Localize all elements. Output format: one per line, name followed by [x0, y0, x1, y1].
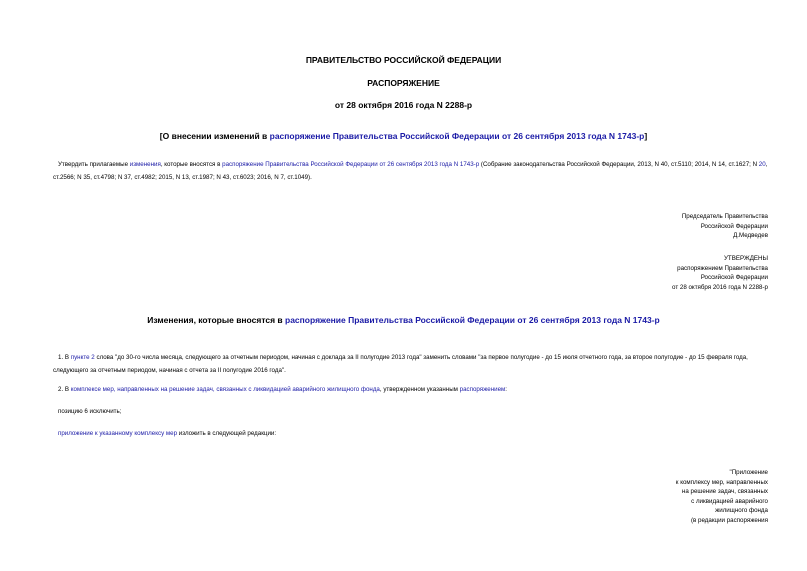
- signature-line: Д.Медведев: [733, 232, 768, 240]
- intro-text: , которые вносятся в: [160, 161, 223, 168]
- approval-block: [672, 254, 768, 292]
- appendix-line: с ликвидацией аварийного: [691, 497, 768, 505]
- intro-paragraph: [53, 158, 769, 184]
- approval-line: УТВЕРЖДЕНЫ: [724, 255, 768, 262]
- item-2a-paragraph: позицию 6 исключить;: [58, 408, 122, 415]
- order-link[interactable]: распоряжение Правительства Российской Федерации от 26 сентября 2013 года N 1743-р: [222, 161, 480, 168]
- appendix-line: к комплексу мер, направленных: [675, 478, 768, 486]
- changes-title-prefix: Изменения, которые вносятся в: [147, 315, 286, 325]
- item-text: 2. В: [58, 386, 71, 393]
- signature-line: Российской Федерации: [700, 222, 768, 230]
- intro-text: , ст.2566; N 35, ст.4798; N 37, ст.4982; 2015, N 13, ст.1987; N 43, ст.6023; 2016, N 7, ст.1049).: [53, 161, 768, 181]
- signature-line: Председатель Правительства: [681, 213, 768, 220]
- item-text: :: [505, 386, 507, 393]
- appendix-line: "Приложение: [729, 469, 768, 476]
- document-title: [0, 131, 807, 141]
- measures-link[interactable]: комплексе мер, направленных на решение задач, связанных с ликвидацией аварийного жилищного фонда: [70, 386, 380, 393]
- changes-title: [0, 315, 807, 325]
- item-2b-paragraph: [53, 427, 769, 440]
- item-text: 1. В: [58, 354, 71, 361]
- title-prefix: [О внесении изменений в: [159, 131, 270, 141]
- date-number-heading: от 28 октября 2016 года N 2288-р: [334, 100, 473, 110]
- signature-block: [682, 212, 768, 241]
- intro-text: Утвердить прилагаемые: [58, 161, 130, 168]
- item-1-paragraph: [53, 351, 769, 377]
- changes-link[interactable]: изменения: [129, 161, 161, 168]
- intro-text: (Собрание законодательства Российской Федерации, 2013, N 40, ст.5110; 2014, N 14, ст.1627; N: [479, 161, 759, 168]
- approval-line: распоряжением Правительства: [677, 264, 768, 272]
- appendix-line: жилищного фонда: [715, 507, 768, 515]
- item-text: слова "до 30-го числа месяца, следующего за отчетным периодом, начиная с доклада за II полугодие 2013 года" заменить словами "за первое полугодие - до 15 июля отчетного года, за второе полугодие - до 15 февраля года, следующего за отчетным периодом, начиная с отчета за II полугодие 2016 года".: [53, 354, 748, 374]
- appendix-link[interactable]: приложение к указанному комплексу мер: [58, 430, 178, 437]
- appendix-line: на решение задач, связанных: [681, 488, 768, 496]
- item-text: , утвержденном указанным: [379, 386, 460, 393]
- changes-title-link[interactable]: распоряжение Правительства Российской Федерации от 26 сентября 2013 года N 1743-р: [285, 315, 660, 325]
- appendix-block: [676, 468, 768, 526]
- paragraph-2-link[interactable]: пункте 2: [70, 354, 95, 361]
- appendix-line: (в редакции распоряжения: [690, 516, 768, 524]
- item-text: изложить в следующей редакции:: [177, 430, 277, 437]
- document-type-heading: РАСПОРЯЖЕНИЕ: [367, 78, 440, 88]
- title-link[interactable]: распоряжение Правительства Российской Федерации от 26 сентября 2013 года N 1743-р: [269, 131, 645, 141]
- order-ref-link[interactable]: распоряжением: [459, 386, 506, 393]
- approval-line: от 28 октября 2016 года N 2288-р: [672, 283, 768, 291]
- government-heading: ПРАВИТЕЛЬСТВО РОССИЙСКОЙ ФЕДЕРАЦИИ: [305, 55, 502, 65]
- source-link[interactable]: 20: [758, 161, 766, 168]
- title-suffix: ]: [644, 131, 648, 141]
- item-2-paragraph: [53, 383, 769, 396]
- approval-line: Российской Федерации: [700, 274, 768, 282]
